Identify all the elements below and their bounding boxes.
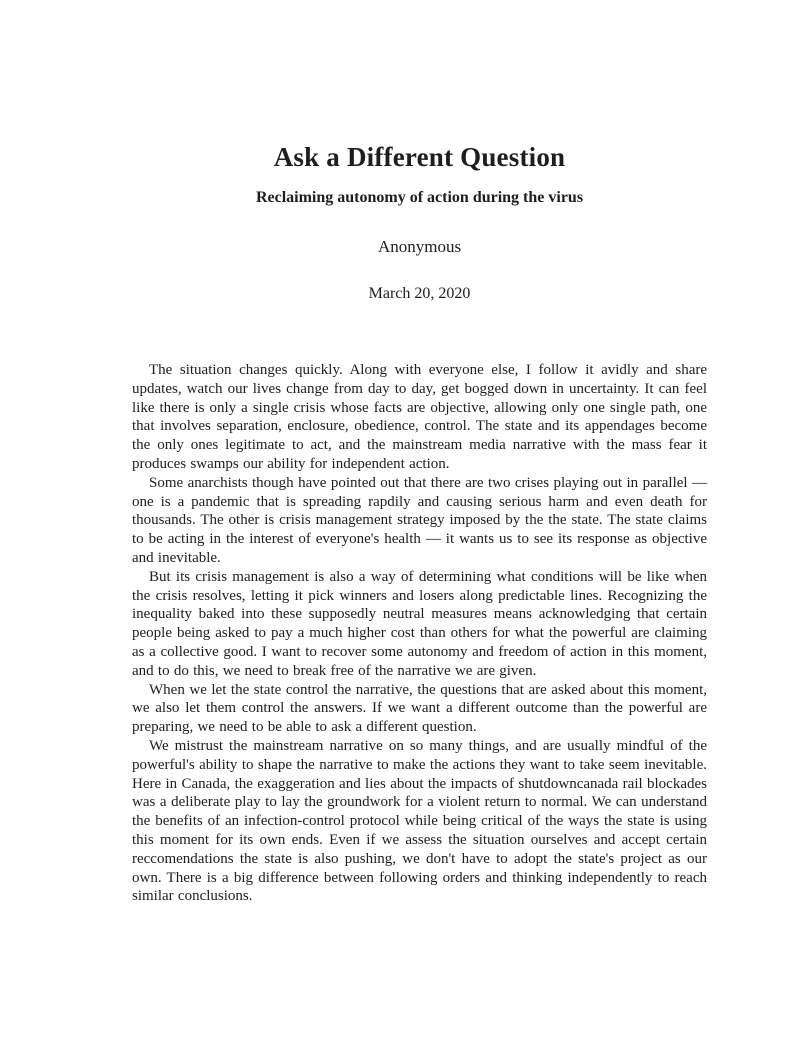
body-paragraph-2: Some anarchists though have pointed out that there are two crises playing out in parallel — one is a pandemic that is spreading rapdily and causing serious harm and even death for thousands. The other is crisis management strategy imposed by the the state. The state claims to be acting in the interest of everyone's health — it wants us to see its response as objective and inevitable. [132,474,707,566]
document-subtitle: Reclaiming autonomy of action during the virus [255,189,584,206]
body-paragraph-4: When we let the state control the narrative, the questions that are asked about this moment, we also let them control the answers. If we want a different outcome than the powerful are preparing, we need to be able to ask a different question. [132,681,707,736]
document-date: March 20, 2020 [368,285,471,302]
body-paragraph-5: We mistrust the mainstream narrative on so many things, and are usually mindful of the powerful's ability to shape the narrative to make the actions they want to take seem inevitable. Here in Canada, the exaggeration and lies about the impacts of shutdowncanada rail blockades was a deliberate play to lay the groundwork for a violent return to normal. We can understand the benefits of an infection-control protocol while being critical of the ways the state is using this moment for its own ends. Even if we assess the situation ourselves and accept certain reccomendations the state is also pushing, we don't have to adopt the state's project as our own. There is a big difference between following orders and thinking independently to reach similar conclusions. [132,737,707,905]
document-body [132,361,707,906]
document-title: Ask a Different Question [273,142,566,172]
document-author: Anonymous [377,237,462,256]
body-paragraph-3: But its crisis management is also a way of determining what conditions will be like when the crisis resolves, letting it pick winners and losers along predictable lines. Recognizing the inequality baked into these supposedly neutral measures means acknowledging that certain people being asked to pay a much higher cost than others for what the powerful are claiming as a collective good. I want to recover some autonomy and freedom of action in this moment, and to do this, we need to break free of the narrative we are given. [132,568,707,679]
body-paragraph-1: The situation changes quickly. Along with everyone else, I follow it avidly and share updates, watch our lives change from day to day, get bogged down in uncertainty. It can feel like there is only a single crisis whose facts are objective, allowing only one single path, one that involves separation, enclosure, obedience, control. The state and its appendages become the only ones legitimate to act, and the mainstream media narrative with the mass fear it produces swamps our ability for independent action. [132,362,707,472]
text-column [132,0,707,906]
